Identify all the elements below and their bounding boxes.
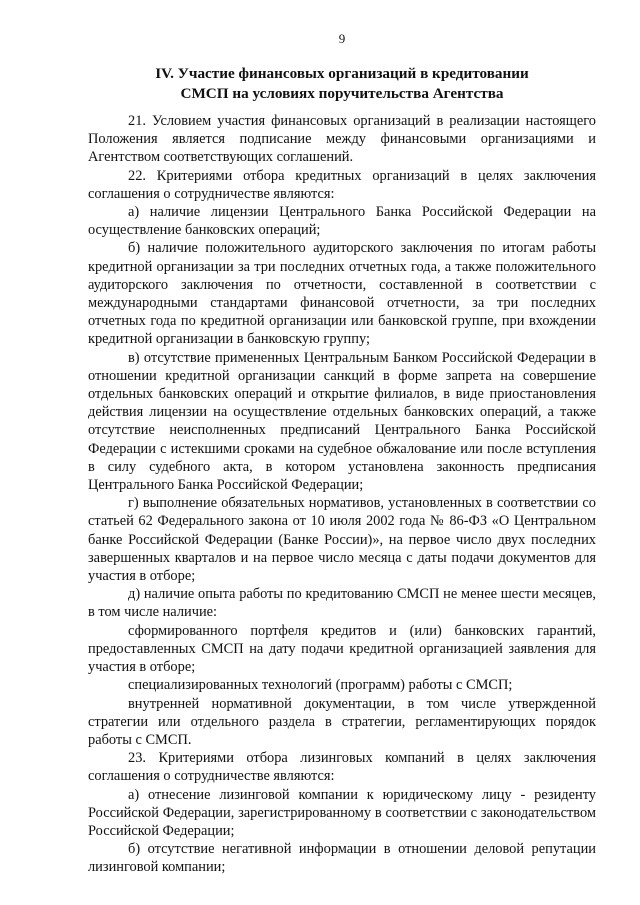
paragraph-22-g: г) выполнение обязательных нормативов, установленных в соответствии со статьей 62 Федерального закона от 10 июля 2002 года № 86-ФЗ «О Центральном банке Российской Федерации (Банке России)», на первое число двух последних завершенных кварталов и на первое число месяца с даты подачи документов для участия в отборе; (88, 495, 596, 585)
paragraph-22-b: б) наличие положительного аудиторского заключения по итогам работы кредитной организации за три последних отчетных года, а также положительного аудиторского заключения по отчетности, составленной в соответствии с международными стандартами финансовой отчетности, за три последних отчетных года по кредитной организации или банковской группе, при вхождении кредитной организации в банковскую группу; (88, 240, 596, 348)
paragraph-22-a: а) наличие лицензии Центрального Банка Российской Федерации на осуществление банковских операций; (88, 204, 596, 239)
paragraph-23-a: а) отнесение лизинговой компании к юридическому лицу - резиденту Российской Федерации, зарегистрированному в соответствии с законодательством Российской Федерации; (88, 786, 596, 839)
paragraph-22: 22. Критериями отбора кредитных организаций в целях заключения соглашения о сотрудничестве являются: (88, 167, 596, 202)
page-number: 9 (338, 31, 346, 46)
section-heading-line-1: IV. Участие финансовых организаций в кредитовании (155, 65, 529, 82)
paragraph-23: 23. Критериями отбора лизинговых компаний в целях заключения соглашения о сотрудничестве являются: (88, 750, 596, 785)
section-heading-line-2: СМСП на условиях поручительства Агентства (180, 85, 504, 102)
paragraph-22-d: д) наличие опыта работы по кредитованию СМСП не менее шести месяцев, в том числе наличие: (88, 586, 596, 621)
document-body (88, 112, 596, 877)
section-heading (88, 64, 596, 104)
paragraph-21: 21. Условием участия финансовых организаций в реализации настоящего Положения является подписание между финансовыми организациями и Агентством соответствующих соглашений. (88, 113, 596, 166)
paragraph-23-b: б) отсутствие негативной информации в отношении деловой репутации лизинговой компании; (88, 841, 596, 876)
paragraph-22-v: в) отсутствие примененных Центральным Банком Российской Федерации в отношении кредитной организации санкций в форме запрета на совершение отдельных банковских операций и открытие филиалов, в виде приостановления действия лицензии на осуществление отдельных банковских операций, а также отсутствие неисполненных предписаний Центрального Банка Российской Федерации с истекшими сроками на судебное обжалование или после вступления в силу судебного акта, в котором установлена законность предписания Центрального Банка Российской Федерации; (88, 349, 596, 494)
paragraph-22-d-portfolio: сформированного портфеля кредитов и (или) банковских гарантий, предоставленных СМСП на дату подачи кредитной организацией заявления для участия в отборе; (88, 622, 596, 676)
paragraph-22-d-technologies: специализированных технологий (программ) работы с СМСП; (128, 677, 513, 694)
paragraph-22-d-documentation: внутренней нормативной документации, в том числе утвержденной стратегии или отдельного раздела в стратегии, регламентирующих порядок работы с СМСП. (88, 695, 596, 748)
